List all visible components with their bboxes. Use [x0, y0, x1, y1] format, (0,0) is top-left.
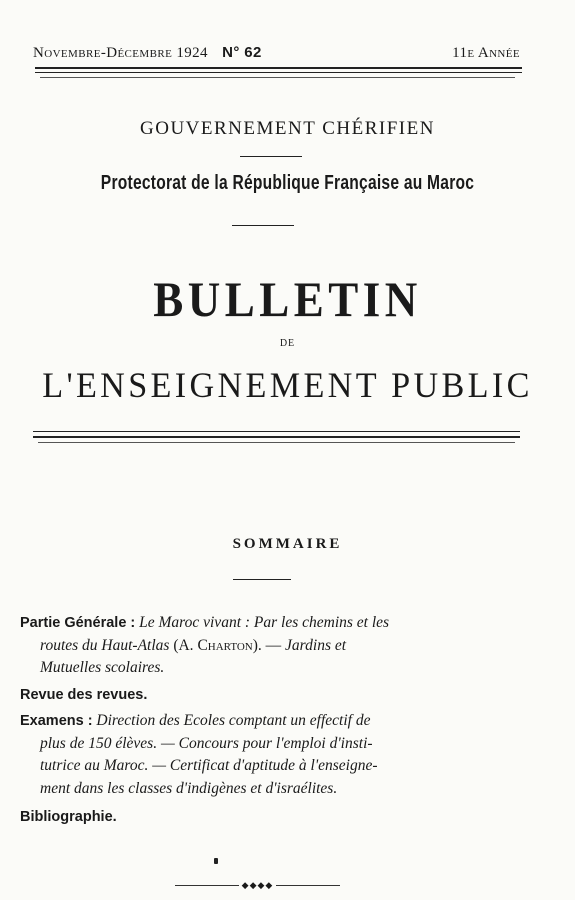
issue-year: 11e Année [452, 45, 520, 61]
issue-date: Novembre-Décembre 1924 [33, 45, 208, 61]
entry-text: Mutuelles scolaires. [40, 659, 165, 676]
entry-text: routes du Haut-Atlas [40, 636, 170, 654]
top-rule [35, 67, 522, 69]
contents-entry [20, 684, 520, 707]
middle-rule [33, 431, 520, 432]
entry-text: plus de 150 élèves. — Concours pour l'emploi d'insti- [40, 734, 373, 752]
entry-label: Partie Générale : [20, 615, 136, 631]
contents-entry [20, 710, 520, 800]
issue-number: N° 62 [222, 44, 262, 61]
government-name: GOUVERNEMENT CHÉRIFIEN [140, 118, 435, 139]
entry-label: Bibliographie. [20, 809, 117, 825]
entry-text: tutrice au Maroc. — Certificat d'aptitude à l'enseigne- [40, 757, 378, 774]
entry-text: Le Maroc vivant : Par les chemins et les [139, 614, 390, 631]
entry-text: ). — [252, 636, 286, 654]
entry-text: (A. [173, 636, 198, 654]
contents-entry [20, 806, 520, 829]
divider [240, 156, 302, 157]
diamond-ornament-icon: ◆◆◆◆ [241, 879, 274, 890]
divider [233, 579, 291, 580]
issue-header [33, 44, 520, 62]
title-connector: DE [279, 338, 296, 349]
contents-entry [20, 612, 520, 680]
closing-ornament [175, 878, 340, 892]
publication-subtitle: L'ENSEIGNEMENT PUBLIC [42, 365, 533, 405]
publication-title: BULLETIN [153, 271, 422, 327]
entry-label: Revue des revues. [20, 687, 148, 703]
entry-author: Charton [197, 636, 253, 654]
entry-label: Examens : [20, 713, 93, 729]
middle-rule [38, 442, 515, 443]
ink-mark [214, 858, 218, 864]
entry-text: ment dans les classes d'indigènes et d'israélites. [40, 779, 338, 797]
entry-text: Direction des Ecoles comptant un effectif de [96, 712, 371, 729]
top-rule [40, 77, 515, 78]
divider [232, 225, 294, 226]
middle-rule [33, 436, 520, 438]
entry-text: Jardins et [285, 636, 347, 654]
contents-heading: SOMMAIRE [232, 536, 343, 552]
protectorate-name: Protectorat de la République Française au Maroc [100, 172, 475, 194]
top-rule [35, 72, 522, 73]
